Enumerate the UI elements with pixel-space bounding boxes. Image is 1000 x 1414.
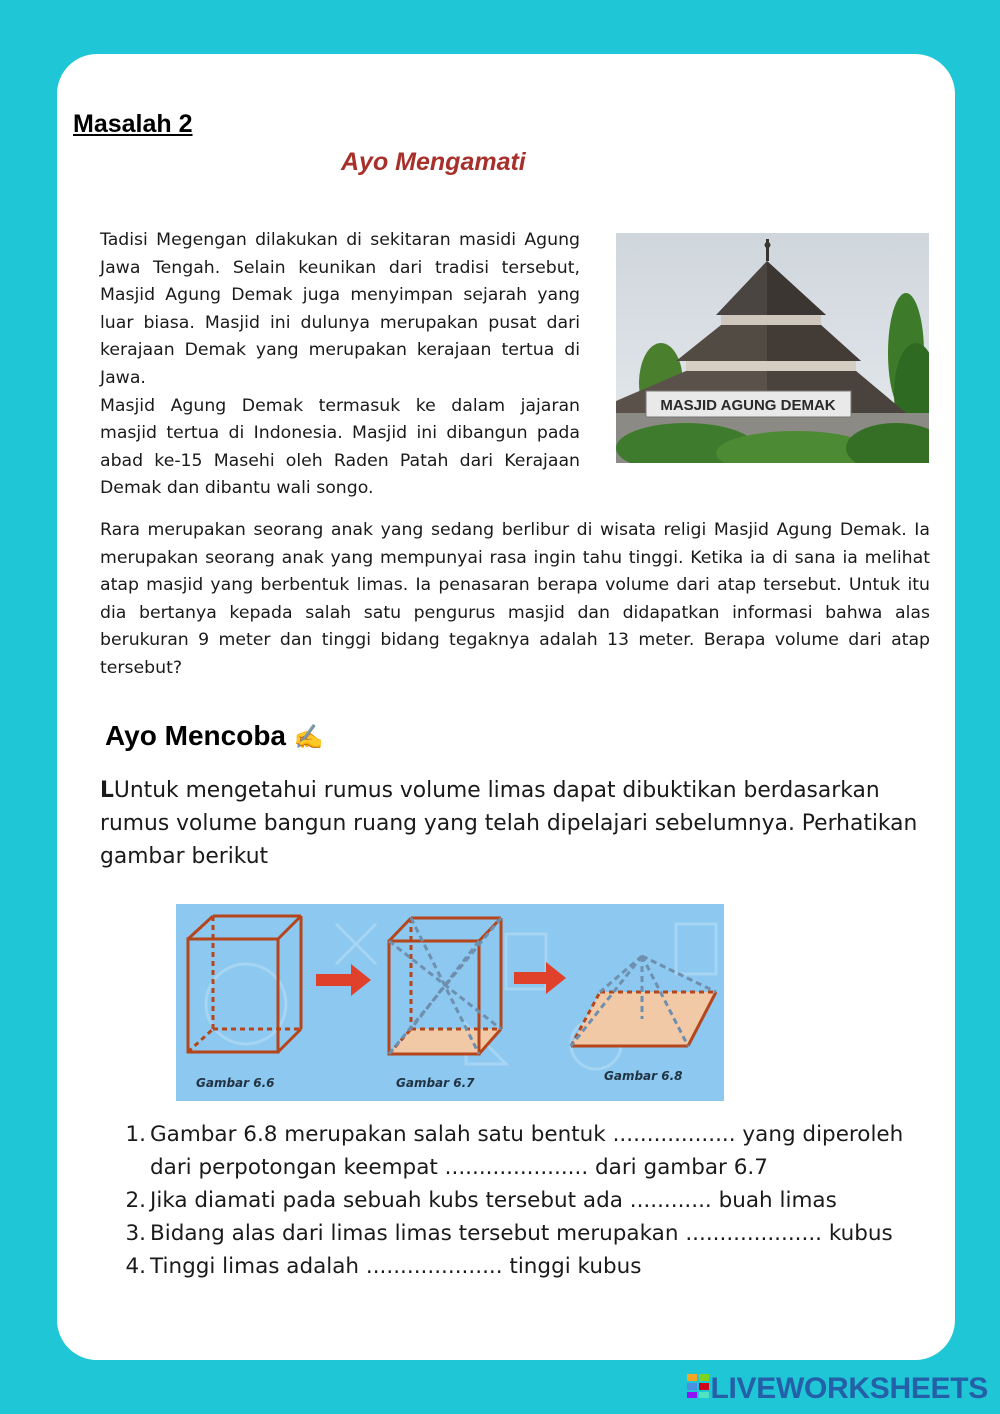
question-item xyxy=(120,1184,920,1217)
question-text: Jika diamati pada sebuah kubs tersebut ada ............ buah limas xyxy=(150,1188,837,1213)
mosque-sign-text: MASJID AGUNG DEMAK xyxy=(660,397,836,414)
try-instructions xyxy=(100,774,920,873)
figure-caption-6-7: Gambar 6.7 xyxy=(396,1076,475,1090)
cube-pyramid-diagram xyxy=(176,904,724,1101)
liveworksheets-logo-icon xyxy=(687,1372,709,1406)
try-instructions-text: Untuk mengetahui rumus volume limas dapat dibuktikan berdasarkan rumus volume bangun ruang yang telah dipelajari sebelumnya. Perhatikan gambar berikut xyxy=(100,778,918,869)
problem-heading: Masalah 2 xyxy=(73,110,193,138)
question-number: 1. xyxy=(125,1122,146,1147)
volume-figure xyxy=(176,904,724,1101)
intro-paragraph-1: Tadisi Megengan dilakukan di sekitaran masidi Agung Jawa Tengah. Selain keunikan dari tradisi tersebut, Masjid Agung Demak juga menyimpan sejarah yang luar biasa. Masjid ini dulunya merupakan pusat dari kerajaan Demak yang merupakan kerajaan tertua di Jawa. xyxy=(100,230,580,388)
question-text: Tinggi limas adalah .................... tinggi kubus xyxy=(150,1254,642,1279)
try-heading xyxy=(105,720,324,752)
observe-heading: Ayo Mengamati xyxy=(341,148,526,176)
question-number: 3. xyxy=(125,1221,146,1246)
question-list xyxy=(120,1118,920,1283)
story-text xyxy=(100,517,930,683)
intro-text xyxy=(100,227,580,503)
question-item xyxy=(120,1217,920,1250)
question-text: Gambar 6.8 merupakan salah satu bentuk .................. yang diperoleh dari perpotongan keempat ..................... dari gambar 6.7 xyxy=(150,1122,904,1180)
story-paragraph: Rara merupakan seorang anak yang sedang berlibur di wisata religi Masjid Agung Demak. Ia merupakan seorang anak yang mempunyai rasa ingin tahu tinggi. Ketika ia di sana ia melihat atap masjid yang berbentuk limas. Ia penasaran berapa volume dari atap tersebut. Untuk itu dia bertanya kepada salah satu pengurus masjid dan didapatkan informasi bahwa alas berukuran 9 meter dan tinggi bidang tegaknya adalah 13 meter. Berapa volume dari atap tersebut? xyxy=(100,520,930,678)
question-item xyxy=(120,1250,920,1283)
mosque-illustration xyxy=(616,233,929,463)
question-item xyxy=(120,1118,920,1184)
liveworksheets-logo[interactable] xyxy=(687,1372,989,1406)
try-heading-label: Ayo Mencoba xyxy=(105,720,286,751)
liveworksheets-logo-text: LIVEWORKSHEETS xyxy=(710,1372,988,1405)
figure-caption-6-6: Gambar 6.6 xyxy=(196,1076,275,1090)
writing-hand-icon: ✍ xyxy=(293,724,324,751)
question-text: Bidang alas dari limas limas tersebut merupakan .................... kubus xyxy=(150,1221,893,1246)
mosque-photo xyxy=(616,233,929,463)
question-number: 2. xyxy=(125,1188,146,1213)
intro-paragraph-2: Masjid Agung Demak termasuk ke dalam jajaran masjid tertua di Indonesia. Masjid ini dibangun pada abad ke-15 Masehi oleh Raden Patah dari Kerajaan Demak dan dibantu wali songo. xyxy=(100,395,580,499)
try-lead-letter: L xyxy=(100,778,114,803)
figure-caption-6-8: Gambar 6.8 xyxy=(604,1069,683,1083)
question-number: 4. xyxy=(125,1254,146,1279)
